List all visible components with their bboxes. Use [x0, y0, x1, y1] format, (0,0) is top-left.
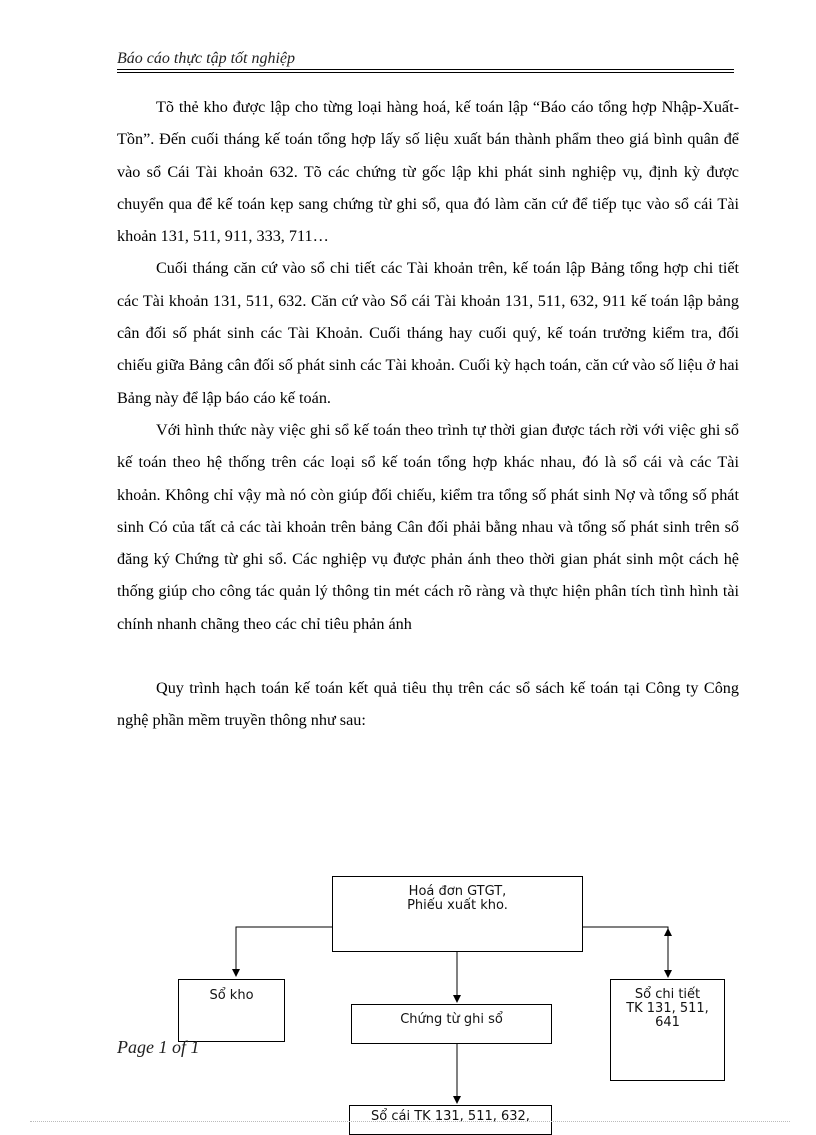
- arrowhead-voucher: [453, 995, 461, 1003]
- header-divider-double: [117, 72, 734, 73]
- detail-book-box: [610, 979, 725, 1081]
- paragraph-3: Với hình thức này việc ghi sổ kế toán theo trình tự thời gian được tách rời với việc ghi sổ kế toán theo hệ thống trên các loại sổ kế toán tổng hợp khác nhau, đó là sổ cái và các Tài khoản. Không chỉ vậy mà nó còn giúp đối chiếu, kiểm tra tổng số phát sinh Nợ và tổng số phát sinh Có của tất cả các tài khoản trên bảng Cân đối phải bằng nhau và tổng số phát sinh trên sổ đăng ký Chứng từ ghi sổ. Các nghiệp vụ được phản ánh theo thời gian phát sinh một cách hệ thống giúp cho công tác quản lý thông tin mét cách rõ ràng và thực hiện phân tích tình hình tài chính nhanh chãng theo các chỉ tiêu phản ánh: [117, 420, 739, 633]
- detail-book-line-3: 641: [655, 1015, 680, 1030]
- arrow-invoice-to-stock-book: [236, 927, 333, 970]
- ledger-box: [349, 1105, 552, 1135]
- header-divider: [117, 69, 734, 70]
- invoice-box-line-1: Hoá đơn GTGT,: [408, 884, 507, 899]
- arrowhead-ledger: [453, 1096, 461, 1104]
- arrowhead-detail-book-up: [664, 928, 672, 936]
- report-header-title: Báo cáo thực tập tốt nghiệp: [117, 50, 296, 67]
- arrowhead-stock-book: [232, 969, 240, 977]
- paragraph-2: Cuối tháng căn cứ vào sổ chi tiết các Tài khoản trên, kế toán lập Bảng tổng hợp chi tiết các Tài khoản 131, 511, 632. Căn cứ vào Sổ cái Tài khoản 131, 511, 632, 911 kế toán lập bảng cân đối số phát sinh các Tài Khoản. Cuối tháng hay cuối quý, kế toán trưởng kiểm tra, đối chiếu giữa Bảng cân đối số phát sinh các Tài khoản. Cuối kỳ hạch toán, căn cứ vào số liệu ở hai Bảng này để lập báo cáo kế toán.: [117, 259, 739, 407]
- voucher-label: Chứng từ ghi sổ: [400, 1012, 503, 1027]
- paragraph-1: Tõ thẻ kho được lập cho từng loại hàng hoá, kế toán lập “Báo cáo tổng hợp Nhập-Xuất-Tồn”. Đến cuối tháng kế toán tổng hợp lấy số liệu xuất bán thành phẩm theo giá bình quân để vào sổ Cái Tài khoản 632. Tõ các chứng từ gốc lập khi phát sinh nghiệp vụ, định kỳ được chuyển qua để kế toán kẹp sang chứng từ ghi sổ, qua đó làm căn cứ để tiếp tục vào sổ cái Tài khoản 131, 511, 911, 333, 711…: [117, 98, 739, 246]
- arrowhead-detail-book-down: [664, 970, 672, 978]
- detail-book-line-2: TK 131, 511,: [626, 1001, 709, 1016]
- page-number: Page 1 of 1: [117, 1037, 200, 1057]
- stock-book-box: [178, 979, 285, 1042]
- document-body: [117, 91, 739, 737]
- detail-book-line-1: Sổ chi tiết: [634, 987, 701, 1002]
- arrow-invoice-to-detail-book: [582, 927, 668, 972]
- stock-book-label: Sổ kho: [209, 988, 254, 1003]
- invoice-box-line-2: Phiếu xuất kho.: [407, 898, 508, 913]
- ledger-label: Sổ cái TK 131, 511, 632,: [371, 1109, 530, 1124]
- invoice-box: [332, 876, 583, 952]
- page-bottom-edge: [30, 1121, 790, 1122]
- voucher-box: [351, 1004, 552, 1044]
- paragraph-4: Quy trình hạch toán kế toán kết quả tiêu thụ trên các sổ sách kế toán tại Công ty Công nghệ phần mềm truyền thông như sau:: [117, 679, 739, 730]
